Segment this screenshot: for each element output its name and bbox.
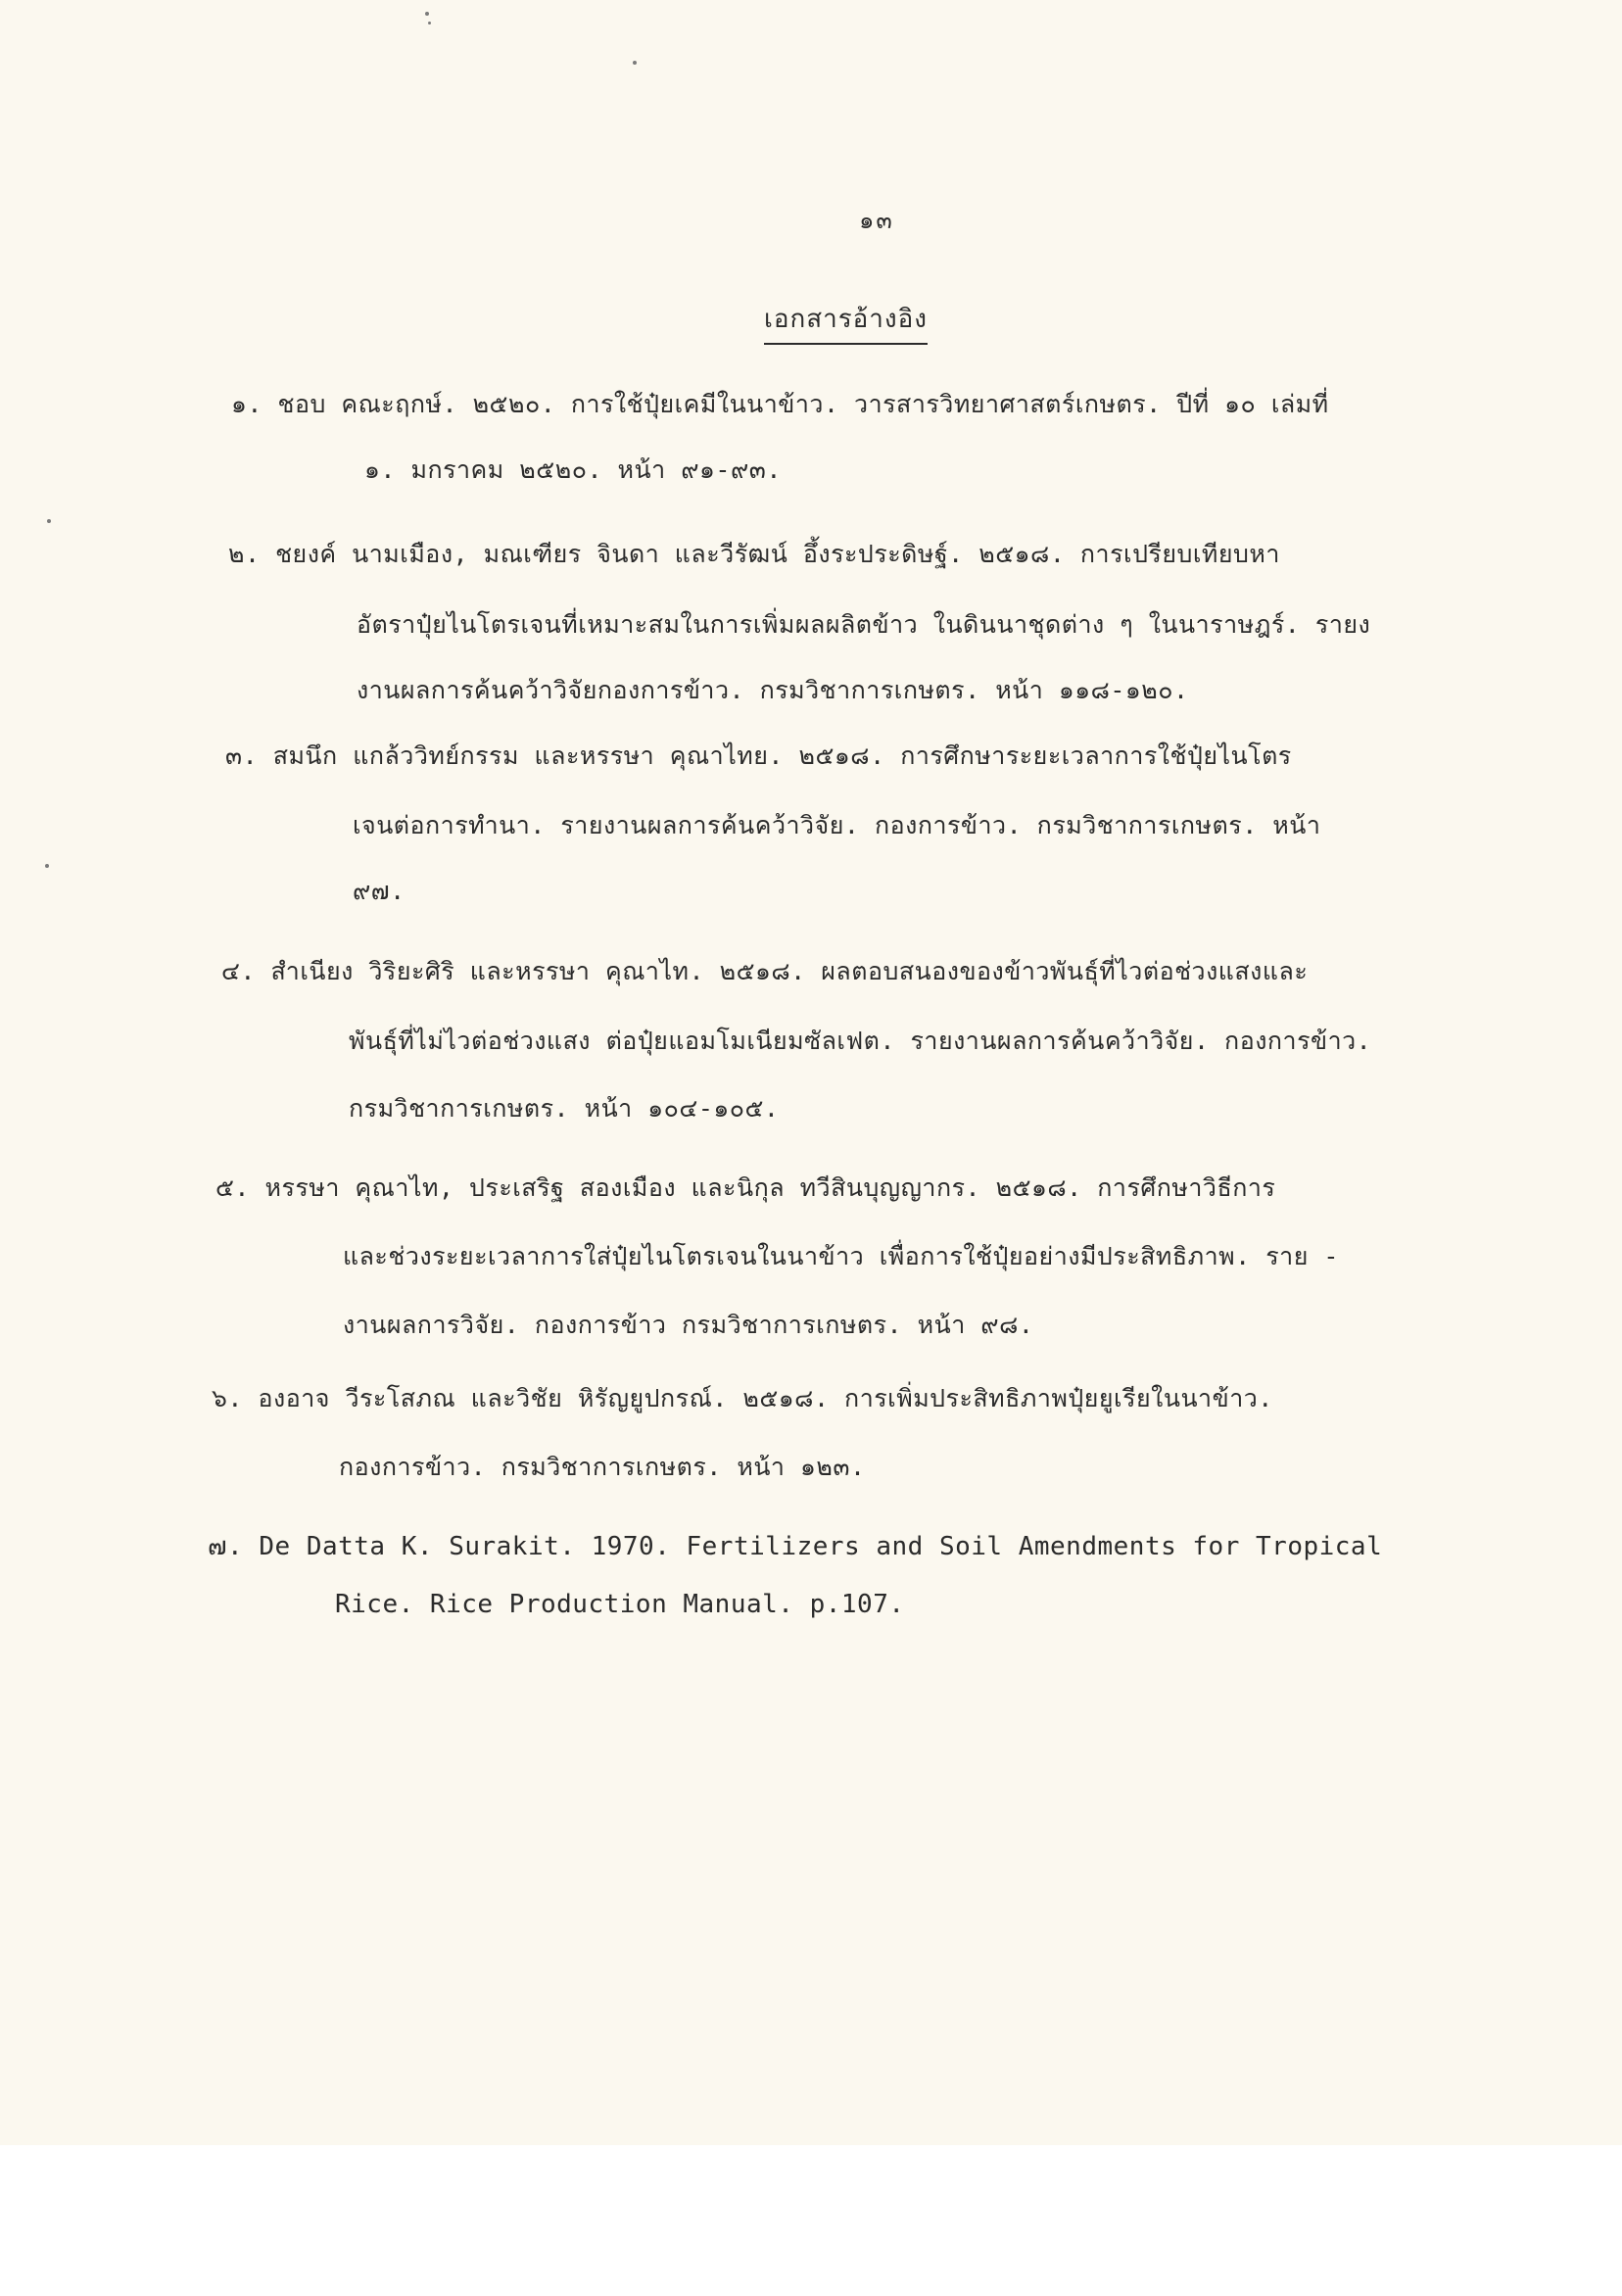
reference-4-line-3: กรมวิชาการเกษตร. หน้า ๑๐๔-๑๐๕. [349, 1094, 780, 1123]
references-heading: เอกสารอ้างอิง [764, 299, 928, 345]
reference-6-line-2: กองการข้าว. กรมวิชาการเกษตร. หน้า ๑๒๓. [339, 1453, 866, 1481]
scan-speck [425, 12, 429, 16]
reference-1-line-2: ๑. มกราคม ๒๕๒๐. หน้า ๙๑-๙๓. [364, 455, 782, 484]
reference-3-line-3: ๙๗. [353, 877, 406, 905]
reference-1-line-1: ๑. ชอบ คณะฤกษ์. ๒๕๒๐. การใช้ปุ๋ยเคมีในนาข้าว. วารสารวิทยาศาสตร์เกษตร. ปีที่ ๑๐ เล่มที่ [231, 390, 1329, 418]
reference-5-line-1: ๕. หรรษา คุณาไท, ประเสริฐ สองเมือง และนิกุล ทวีสินบุญญากร. ๒๕๑๘. การศึกษาวิธีการ [215, 1173, 1276, 1202]
reference-6-line-1: ๖. องอาจ วีระโสภณ และวิชัย หิรัญยูปกรณ์. ๒๕๑๘. การเพิ่มประสิทธิภาพปุ๋ยยูเรียในนาข้าว. [212, 1384, 1273, 1412]
reference-5-line-3: งานผลการวิจัย. กองการข้าว กรมวิชาการเกษตร. หน้า ๙๘. [343, 1311, 1034, 1339]
page-number: ๑๓ [859, 207, 894, 234]
reference-2-line-1: ๒. ชยงค์ นามเมือง, มณเฑียร จินดา และวีรัฒน์ อึ้งระประดิษฐ์. ๒๕๑๘. การเปรียบเทียบหา [228, 540, 1280, 568]
scan-speck [633, 61, 637, 65]
reference-7-line-2: Rice. Rice Production Manual. p.107. [335, 1590, 905, 1619]
reference-3-line-1: ๓. สมนึก แกล้ววิทย์กรรม และหรรษา คุณาไทย. ๒๕๑๘. การศึกษาระยะเวลาการใช้ปุ๋ยไนโตร [225, 741, 1292, 770]
reference-4-line-1: ๔. สำเนียง วิริยะศิริ และหรรษา คุณาไท. ๒๕๑๘. ผลตอบสนองของข้าวพันธุ์ที่ไวต่อช่วงแสงและ [221, 957, 1309, 985]
scan-speck [45, 864, 49, 868]
scan-bottom-margin [0, 2145, 1622, 2296]
scan-speck [47, 519, 51, 523]
reference-3-line-2: เจนต่อการทำนา. รายงานผลการค้นคว้าวิจัย. กองการข้าว. กรมวิชาการเกษตร. หน้า [353, 811, 1321, 839]
reference-2-line-3: งานผลการค้นคว้าวิจัยกองการข้าว. กรมวิชาการเกษตร. หน้า ๑๑๘-๑๒๐. [357, 676, 1189, 704]
reference-7-line-1: ๗. De Datta K. Surakit. 1970. Fertilizers and Soil Amendments for Tropical [208, 1532, 1383, 1561]
scan-speck [428, 22, 431, 24]
reference-4-line-2: พันธุ์ที่ไม่ไวต่อช่วงแสง ต่อปุ๋ยแอมโมเนียมซัลเฟต. รายงานผลการค้นคว้าวิจัย. กองการข้าว. [349, 1027, 1372, 1055]
reference-5-line-2: และช่วงระยะเวลาการใส่ปุ๋ยไนโตรเจนในนาข้าว เพื่อการใช้ปุ๋ยอย่างมีประสิทธิภาพ. ราย - [343, 1242, 1339, 1270]
reference-2-line-2: อัตราปุ๋ยไนโตรเจนที่เหมาะสมในการเพิ่มผลผลิตข้าว ในดินนาชุดต่าง ๆ ในนาราษฎร์. รายง [357, 610, 1371, 639]
